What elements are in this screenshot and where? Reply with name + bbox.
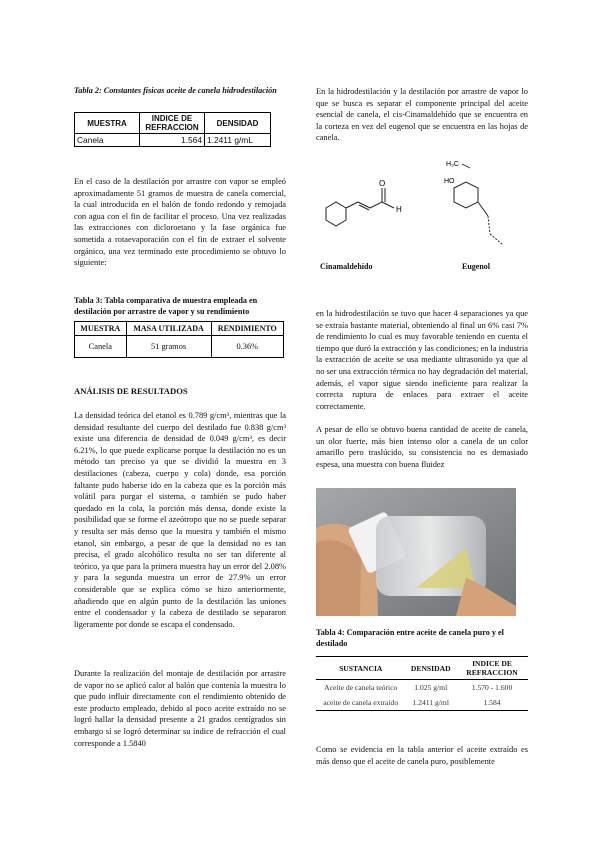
svg-text:HO: HO [444,178,455,185]
right-paragraph-3: A pesar de ello se obtuvo buena cantidad de aceite de canela, un olor fuerte, más bien intenso olor a canela de un color amarillo pero traslúcido, su consistencia no es demasiado espesa, una muestra con buena fluidez [316,425,528,469]
table4-cell: 1.584 [456,695,528,711]
table4-caption: Tabla 4: Comparación entre aceite de canela puro y el destilado [316,628,504,648]
table2-header-indice: INDICE DE REFRACCION [140,113,205,134]
table2 [74,112,271,147]
table3-header-muestra: MUESTRA [75,322,127,336]
eugenol-label: Eugenol [462,262,491,271]
left-paragraph-3: Durante la realización del montaje de destilación por arrastre de vapor no se aplicó calor al balón que contenía la muestra lo que pudo influir directamente con el rendimiento obtenido de este producto empleado, debido al poco aceite extraído no se logró hallar la densidad presente a 21 grados centígrados sin embargo sí se logró determinar su índice de refracción el cual corresponde a 1.5840 [74,669,286,748]
right-paragraph-2: en la hidrodestilación se tuvo que hacer 4 separaciones ya que se extraía bastante material, obteniendo al final un 6% casi 7% de rendimiento lo cual es muy favorable teniendo en cuenta el tiempo que duró la extracción y las condiciones; en la industria la extracción de aceite se usa mediante ultrasonido ya que al no ser una extracción térmica no hay degradación del material, además, el vapor sigue siendo ineficiente para realizar la correcta ruptura de enlaces para extraer el aceite correctamente. [316,309,528,411]
oil-sample-photo [316,488,516,616]
right-paragraph-1: En la hidrodestilación y la destilación por arrastre de vapor lo que se busca es separar el componente principal del aceite esencial de canela, el cis-Cinamaldehído que se encuentra en la corteza en vez del eugenol que se encuentra en las hojas de canela. [316,87,528,143]
table4-header-densidad: DENSIDAD [405,657,456,680]
table3-cell: 0.36% [211,336,283,358]
table4-cell: aceite de canela extraído [316,695,405,711]
table2-cell: 1.564 [140,134,205,147]
table3-cell: 51 gramos [126,336,211,358]
table2-cell: 1.2411 g/mL [205,134,271,147]
table2-header-densidad: DENSIDAD [205,113,271,134]
table2-header-muestra: MUESTRA [75,113,140,134]
table4-cell: 1.025 g/ml [414,683,448,692]
cinnamaldehyde-label: Cinamaldehído [320,262,373,271]
table4-header-sustancia: SUSTANCIA [316,657,405,680]
svg-text:H: H [396,205,402,214]
section-heading: ANÁLISIS DE RESULTADOS [74,386,188,396]
table3-header-masa: MASA UTILIZADA [126,322,211,336]
right-paragraph-4: Como se evidencia en la tabla anterior el aceite extraído es más denso que el aceite de canela puro, posiblemente [316,745,528,766]
table3-caption: Tabla 3: Tabla comparativa de muestra empleada en destilación por arrastre de vapor y su rendimiento [74,296,258,316]
table3 [74,321,284,358]
left-paragraph-1: En el caso de la destilación por arrastre con vapor se empleó aproximadamente 51 gramos de muestra de canela comercial, la cual introducida en el balón de fondo redondo y remojada con agua con el fin de facilitar el proceso. Una vez realizadas las extracciones con dicloroetano y la fase orgánica fue sometida a rotaevaporación con el fin de extraer el solvente orgánico, una vez terminado este procedimiento se obtuvo lo siguiente: [74,177,286,268]
table4-cell: 1.570 - 1.600 [471,683,513,692]
table4-cell: 1.2411 g/ml [405,695,456,711]
left-paragraph-2: La densidad teórica del etanol es 0.789 g/cm³, mientras que la densidad resultante del cuerpo del destilado fue 0.838 g/cm³ existe una diferencia de densidad de 0.049 g/cm³, es decir 6.21%, lo que puede explicarse porque la destilación no es un método tan preciso ya que se dividió la muestra en 3 destilaciones (cabeza, cuerpo y cola) donde, esa porción faltante pudo haberse ido en la cabeza que es la porción más volátil para purgar el sistema, o también se pudo haber quedado en la cola, la porción más densa, donde existe la posibilidad que se forme el azeótropo que no se puede separar y resulta ser más denso que la muestra y también el mismo etanol, sin embargo, a pesar de que la densidad no es tan precisa, el grado alcohólico resulta no ser tan diferente al teórico, ya que para la primera muestra hay un error del 2.08% y para la segunda muestra un error de 27.9% un error considerable que se explica cómo se hizo anteriormente, añadiendo que en algún punto de la destilación las uniones entre el condensador y la cabeza de destilado se separaron ligeramente por donde se escapa el condensado. [74,411,286,629]
table4 [316,656,528,711]
cinnamaldehyde-structure [316,168,416,238]
table2-caption: Tabla 2: Constantes físicas aceite de canela hidrodestilación [74,86,277,95]
table3-header-rendimiento: RENDIMIENTO [211,322,283,336]
svg-text:O: O [379,179,386,188]
table4-header-indice: INDICE DE REFRACCION [456,657,528,680]
table4-cell: Aceite de canela teórico [324,683,398,692]
svg-text:H₃C: H₃C [446,161,459,168]
table2-cell: Canela [75,134,140,147]
eugenol-structure [434,156,524,266]
table3-cell: Canela [75,336,127,358]
